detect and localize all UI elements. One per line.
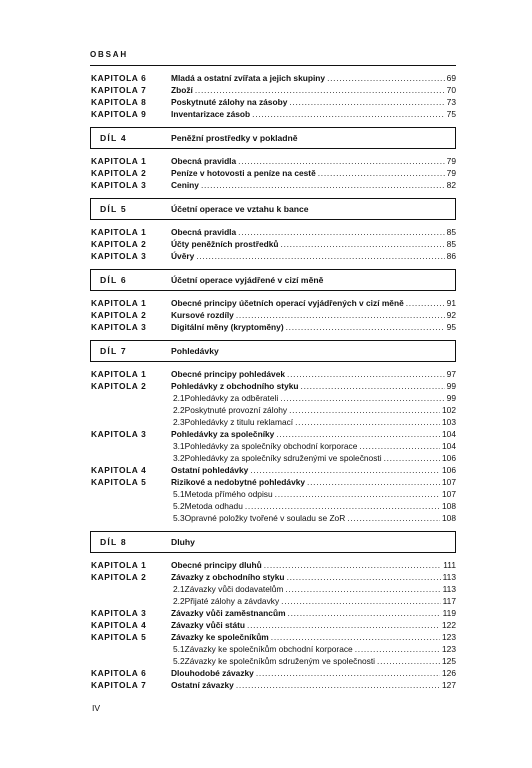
page-ref: 126: [442, 668, 456, 678]
part-heading: [90, 127, 456, 149]
page-ref: 123: [442, 644, 456, 654]
toc-subentry[interactable]: [90, 416, 456, 428]
chapter-label: KAPITOLA 2: [91, 239, 147, 249]
dot-leader: [252, 108, 445, 120]
page-ref: 106: [442, 453, 456, 463]
chapter-title: Obecné principy dluhů: [171, 560, 262, 570]
dot-leader: [201, 179, 445, 191]
chapter-label: KAPITOLA 1: [91, 156, 147, 166]
chapter-title: Inventarizace zásob: [171, 109, 251, 119]
page-ref: 125: [442, 656, 456, 666]
page-ref: 111: [443, 560, 456, 570]
section-number: 5.2: [173, 501, 185, 511]
chapter-title: Zboží: [171, 85, 193, 95]
chapter-title: Dlouhodobé závazky: [171, 668, 254, 678]
page-number: IV: [92, 703, 101, 713]
dot-leader: [286, 321, 445, 333]
page-ref: 85: [446, 227, 456, 237]
chapter-title: Rizikové a nedobytné pohledávky: [171, 477, 306, 487]
page-ref: 122: [442, 620, 456, 630]
dot-leader: [288, 607, 441, 619]
toc-subentry[interactable]: [90, 500, 456, 512]
chapter-label: KAPITOLA 4: [91, 620, 147, 630]
toc-entry[interactable]: [90, 226, 456, 238]
section-title: Závazky ke společníkům obchodní korporace: [184, 644, 353, 654]
chapter-label: KAPITOLA 3: [91, 429, 147, 439]
toc-entry[interactable]: [90, 167, 456, 179]
table-of-contents: [90, 72, 456, 691]
page-ref: 113: [442, 584, 456, 594]
dot-leader: [301, 380, 445, 392]
running-header: OBSAH: [90, 50, 456, 66]
part-heading: [90, 340, 456, 362]
dot-leader: [247, 619, 440, 631]
toc-subentry[interactable]: [90, 512, 456, 524]
dot-leader: [236, 679, 440, 691]
page-ref: 95: [446, 322, 456, 332]
toc-entry[interactable]: [90, 108, 456, 120]
dot-leader: [238, 155, 445, 167]
chapter-label: KAPITOLA 4: [91, 465, 147, 475]
toc-entry[interactable]: [90, 179, 456, 191]
dot-leader: [271, 631, 440, 643]
chapter-title: Ostatní pohledávky: [171, 465, 249, 475]
page-ref: 69: [446, 73, 456, 83]
toc-subentry[interactable]: [90, 392, 456, 404]
page-ref: 99: [446, 393, 456, 403]
toc-entry[interactable]: [90, 428, 456, 440]
toc-entry[interactable]: [90, 679, 456, 691]
toc-subentry[interactable]: [90, 595, 456, 607]
chapter-title: Závazky vůči zaměstnancům: [171, 608, 286, 618]
page: [90, 0, 456, 768]
page-ref: 99: [446, 381, 456, 391]
page-ref: 92: [446, 310, 456, 320]
section-number: 2.2: [173, 596, 185, 606]
dot-leader: [196, 250, 444, 262]
page-ref: 79: [446, 168, 456, 178]
chapter-title: Závazky z obchodního styku: [171, 572, 285, 582]
page-ref: 75: [446, 109, 456, 119]
section-title: Závazky vůči dodavatelům: [184, 584, 284, 594]
section-title: Pohledávky za společníky obchodní korporace: [184, 441, 358, 451]
toc-entry[interactable]: [90, 631, 456, 643]
chapter-title: Poskytnuté zálohy na zásoby: [171, 97, 288, 107]
chapter-label: KAPITOLA 1: [91, 298, 147, 308]
dot-leader: [318, 167, 445, 179]
part-label: DÍL 4: [100, 133, 127, 143]
dot-leader: [355, 643, 440, 655]
page-ref: 119: [442, 608, 456, 618]
chapter-title: Mladá a ostatní zvířata a jejich skupiny: [171, 73, 326, 83]
toc-entry[interactable]: [90, 607, 456, 619]
chapter-label: KAPITOLA 2: [91, 168, 147, 178]
page-ref: 113: [442, 572, 456, 582]
chapter-title: Peníze v hotovosti a peníze na cestě: [171, 168, 316, 178]
page-ref: 108: [442, 501, 456, 511]
dot-leader: [289, 404, 440, 416]
dot-leader: [359, 440, 440, 452]
chapter-title: Obecná pravidla: [171, 156, 237, 166]
part-title: Pohledávky: [171, 346, 219, 356]
section-number: 3.1: [173, 441, 185, 451]
dot-leader: [275, 488, 440, 500]
chapter-title: Ostatní závazky: [171, 680, 234, 690]
part-heading: [90, 269, 456, 291]
chapter-title: Digitální měny (kryptoměny): [171, 322, 284, 332]
part-title: Účetní operace ve vztahu k bance: [171, 204, 309, 214]
dot-leader: [285, 583, 440, 595]
toc-entry[interactable]: [90, 571, 456, 583]
chapter-label: KAPITOLA 8: [91, 97, 147, 107]
chapter-label: KAPITOLA 2: [91, 310, 147, 320]
dot-leader: [287, 368, 445, 380]
page-ref: 107: [442, 489, 456, 499]
section-number: 2.1: [173, 393, 185, 403]
dot-leader: [281, 238, 445, 250]
chapter-title: Závazky ke společníkům: [171, 632, 269, 642]
toc-entry[interactable]: [90, 297, 456, 309]
page-ref: 117: [442, 596, 456, 606]
dot-leader: [195, 84, 445, 96]
chapter-label: KAPITOLA 1: [91, 227, 147, 237]
toc-entry[interactable]: [90, 380, 456, 392]
dot-leader: [287, 571, 441, 583]
toc-subentry[interactable]: [90, 452, 456, 464]
dot-leader: [245, 500, 440, 512]
section-number: 2.2: [173, 405, 185, 415]
section-title: Metoda přímého odpisu: [184, 489, 273, 499]
page-ref: 108: [442, 513, 456, 523]
page-ref: 107: [442, 477, 456, 487]
section-number: 5.1: [173, 644, 185, 654]
toc-entry[interactable]: [90, 667, 456, 679]
toc-subentry[interactable]: [90, 404, 456, 416]
chapter-label: KAPITOLA 3: [91, 251, 147, 261]
chapter-label: KAPITOLA 6: [91, 668, 147, 678]
toc-entry[interactable]: [90, 476, 456, 488]
chapter-title: Pohledávky z obchodního styku: [171, 381, 299, 391]
section-number: 5.2: [173, 656, 185, 666]
page-ref: 127: [442, 680, 456, 690]
toc-entry[interactable]: [90, 96, 456, 108]
toc-entry[interactable]: [90, 155, 456, 167]
dot-leader: [276, 428, 440, 440]
dot-leader: [256, 667, 440, 679]
dot-leader: [264, 559, 442, 571]
chapter-label: KAPITOLA 5: [91, 477, 147, 487]
page-ref: 91: [446, 298, 456, 308]
part-label: DÍL 5: [100, 204, 127, 214]
chapter-title: Obecné principy pohledávek: [171, 369, 286, 379]
page-ref: 97: [446, 369, 456, 379]
toc-subentry[interactable]: [90, 655, 456, 667]
section-title: Pohledávky za odběrateli: [184, 393, 279, 403]
chapter-title: Kursové rozdíly: [171, 310, 234, 320]
chapter-label: KAPITOLA 9: [91, 109, 147, 119]
toc-entry[interactable]: [90, 72, 456, 84]
chapter-label: KAPITOLA 2: [91, 381, 147, 391]
toc-entry[interactable]: [90, 559, 456, 571]
page-ref: 123: [442, 632, 456, 642]
section-title: Závazky ke společníkům sdruženým ve společnosti: [184, 656, 376, 666]
section-title: Metoda odhadu: [184, 501, 243, 511]
section-title: Pohledávky za společníky sdruženými ve společnosti: [184, 453, 382, 463]
toc-entry[interactable]: [90, 368, 456, 380]
chapter-title: Pohledávky za společníky: [171, 429, 275, 439]
dot-leader: [280, 392, 444, 404]
toc-entry[interactable]: [90, 238, 456, 250]
chapter-label: KAPITOLA 3: [91, 180, 147, 190]
toc-entry[interactable]: [90, 250, 456, 262]
toc-entry[interactable]: [90, 309, 456, 321]
section-number: 2.3: [173, 417, 185, 427]
part-title: Dluhy: [171, 537, 195, 547]
dot-leader: [238, 226, 445, 238]
chapter-label: KAPITOLA 6: [91, 73, 147, 83]
chapter-title: Ceniny: [171, 180, 199, 190]
chapter-label: KAPITOLA 7: [91, 85, 147, 95]
toc-subentry[interactable]: [90, 488, 456, 500]
section-title: Pohledávky z titulu reklamací: [184, 417, 294, 427]
dot-leader: [289, 96, 444, 108]
section-title: Přijaté zálohy a závdavky: [184, 596, 280, 606]
toc-entry[interactable]: [90, 321, 456, 333]
dot-leader: [327, 72, 445, 84]
toc-subentry[interactable]: [90, 440, 456, 452]
dot-leader: [281, 595, 440, 607]
section-number: 5.1: [173, 489, 185, 499]
toc-entry[interactable]: [90, 464, 456, 476]
toc-entry[interactable]: [90, 619, 456, 631]
page-ref: 86: [446, 251, 456, 261]
dot-leader: [377, 655, 440, 667]
page-ref: 73: [446, 97, 456, 107]
page-ref: 104: [442, 429, 456, 439]
dot-leader: [406, 297, 445, 309]
section-number: 2.1: [173, 584, 185, 594]
section-title: Opravné položky tvořené v souladu se ZoR: [184, 513, 346, 523]
part-label: DÍL 7: [100, 346, 127, 356]
part-label: DÍL 8: [100, 537, 127, 547]
chapter-title: Obecná pravidla: [171, 227, 237, 237]
chapter-title: Závazky vůči státu: [171, 620, 246, 630]
page-ref: 85: [446, 239, 456, 249]
page-ref: 79: [446, 156, 456, 166]
page-ref: 104: [442, 441, 456, 451]
chapter-label: KAPITOLA 2: [91, 572, 147, 582]
section-title: Poskytnuté provozní zálohy: [184, 405, 288, 415]
page-ref: 103: [442, 417, 456, 427]
section-number: 5.3: [173, 513, 185, 523]
part-title: Peněžní prostředky v pokladně: [171, 133, 298, 143]
chapter-title: Obecné principy účetních operací vyjádřených v cizí měně: [171, 298, 404, 308]
dot-leader: [295, 416, 440, 428]
part-label: DÍL 6: [100, 275, 127, 285]
toc-subentry[interactable]: [90, 643, 456, 655]
chapter-title: Účty peněžních prostředků: [171, 239, 279, 249]
page-ref: 102: [442, 405, 456, 415]
dot-leader: [347, 512, 440, 524]
chapter-label: KAPITOLA 5: [91, 632, 147, 642]
toc-subentry[interactable]: [90, 583, 456, 595]
dot-leader: [384, 452, 440, 464]
part-title: Účetní operace vyjádřené v cizí měně: [171, 275, 324, 285]
chapter-label: KAPITOLA 3: [91, 608, 147, 618]
page-ref: 106: [442, 465, 456, 475]
page-ref: 82: [446, 180, 456, 190]
dot-leader: [307, 476, 440, 488]
chapter-title: Úvěry: [171, 251, 195, 261]
part-heading: [90, 198, 456, 220]
chapter-label: KAPITOLA 3: [91, 322, 147, 332]
part-heading: [90, 531, 456, 553]
dot-leader: [236, 309, 445, 321]
chapter-label: KAPITOLA 7: [91, 680, 147, 690]
section-number: 3.2: [173, 453, 185, 463]
chapter-label: KAPITOLA 1: [91, 560, 147, 570]
page-ref: 70: [446, 85, 456, 95]
chapter-label: KAPITOLA 1: [91, 369, 147, 379]
toc-entry[interactable]: [90, 84, 456, 96]
dot-leader: [250, 464, 440, 476]
